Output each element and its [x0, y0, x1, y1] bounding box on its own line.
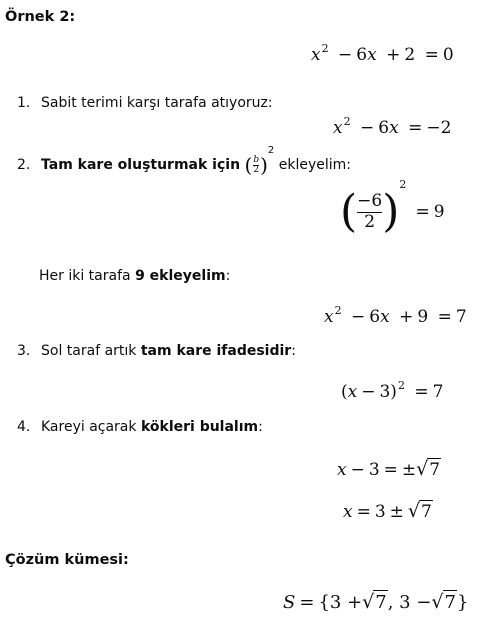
radicand: 7: [421, 502, 432, 522]
first-root-base: 3 +: [329, 592, 363, 613]
step-number: 4.: [17, 419, 31, 435]
operator: −: [351, 307, 366, 327]
subtext-post: :: [225, 268, 231, 284]
exponent: 2: [334, 304, 342, 317]
subtext-pre: Her iki tarafa: [39, 268, 131, 284]
rhs: 7: [455, 307, 467, 327]
step-text: Sol taraf artık: [41, 343, 137, 359]
plus-minus: ±: [401, 460, 417, 480]
open-brace: {: [318, 592, 330, 613]
step-2-sub-result: $x^2 - 6x + 9 = 7$: [324, 304, 467, 327]
frac-numerator: b: [253, 154, 260, 165]
step-bold-text: tam kare ifadesidir: [140, 343, 292, 359]
eq-exponent: 2: [321, 42, 329, 55]
close-brace: }: [456, 592, 469, 613]
eq-x: x: [311, 45, 321, 65]
step-number: 3.: [17, 343, 31, 359]
solution-heading: Çözüm kümesi:: [5, 552, 129, 568]
var-x: x: [333, 118, 343, 138]
operator: +: [399, 307, 414, 327]
equals: =: [414, 382, 429, 402]
exponent: 2: [399, 178, 407, 192]
step-text-suffix: :: [291, 343, 296, 359]
step-4: [17, 419, 263, 435]
rhs: 7: [432, 382, 444, 402]
operator: −: [360, 118, 375, 138]
eq-constant: 2: [404, 45, 416, 65]
step-2-subtext: [39, 268, 230, 284]
plus-minus: ±: [389, 502, 404, 522]
step-1-result: $x^2 - 6x = -2$: [333, 115, 452, 138]
equals: =: [408, 118, 423, 138]
equals: =: [437, 307, 452, 327]
square-root: √7: [416, 458, 441, 480]
frac-denominator: 2: [253, 164, 260, 175]
eq-minus: −: [338, 45, 353, 65]
step-text: ekleyelim:: [278, 157, 351, 173]
step-3-result: $(x - 3)^2 = 7$: [341, 379, 444, 402]
equals: =: [299, 592, 315, 613]
step-text-suffix: :: [258, 419, 263, 435]
set-name: S: [283, 592, 296, 613]
step-number: 2.: [17, 157, 31, 173]
eq-plus: +: [386, 45, 401, 65]
exponent: 2: [267, 145, 275, 157]
solution-set: [283, 593, 468, 612]
var-x: x: [343, 502, 353, 522]
step-number: 1.: [17, 95, 31, 111]
step-4-result-2: [343, 502, 433, 521]
rhs: −2: [426, 118, 452, 138]
equals: =: [415, 201, 430, 222]
neg6-over-2-fraction: [357, 192, 382, 232]
example-title: Örnek 2:: [5, 9, 76, 25]
equals: =: [356, 502, 371, 522]
base: 3: [374, 502, 386, 522]
var-x: x: [324, 307, 334, 327]
step-text: Sabit terimi karşı tarafa atıyoruz:: [41, 95, 273, 111]
frac-denominator: 2: [364, 211, 376, 232]
step-3: [17, 343, 296, 359]
square-root: √7: [431, 591, 456, 613]
step-4-result-1: x − 3 = ±√7: [337, 458, 441, 480]
frac-numerator: −6: [357, 190, 383, 211]
b-over-2-fraction: [253, 156, 259, 175]
step-2: 2. Tam kare oluşturmak için ( $\frac{b}{2}$ )$^2$ ekleyelim:: [17, 145, 351, 177]
equals: =: [383, 460, 398, 480]
exponent: 2: [343, 115, 351, 128]
step-text: Kareyi açarak: [41, 419, 137, 435]
radicand: 7: [429, 460, 441, 480]
separator: , 3 −: [387, 592, 432, 613]
constant: 9: [417, 307, 429, 327]
radicand: 7: [444, 592, 456, 613]
step-1: [17, 95, 273, 111]
square-root: √7: [362, 591, 387, 613]
exponent: 2: [397, 379, 405, 392]
rhs: 9: [433, 201, 445, 222]
eq-rhs: 0: [442, 45, 454, 65]
square-root: √7: [407, 500, 432, 522]
radicand: 7: [375, 592, 387, 613]
step-2-result: ( $\frac{-6}{2}$ )$^2$ = 9: [340, 178, 445, 237]
step-bold-text: kökleri bulalım: [140, 419, 259, 435]
subtext-bold: 9 ekleyelim: [135, 268, 226, 284]
main-equation: $x^2 - 6x + 2 = 0$: [311, 42, 454, 65]
step-bold-text: Tam kare oluşturmak için: [41, 157, 241, 173]
